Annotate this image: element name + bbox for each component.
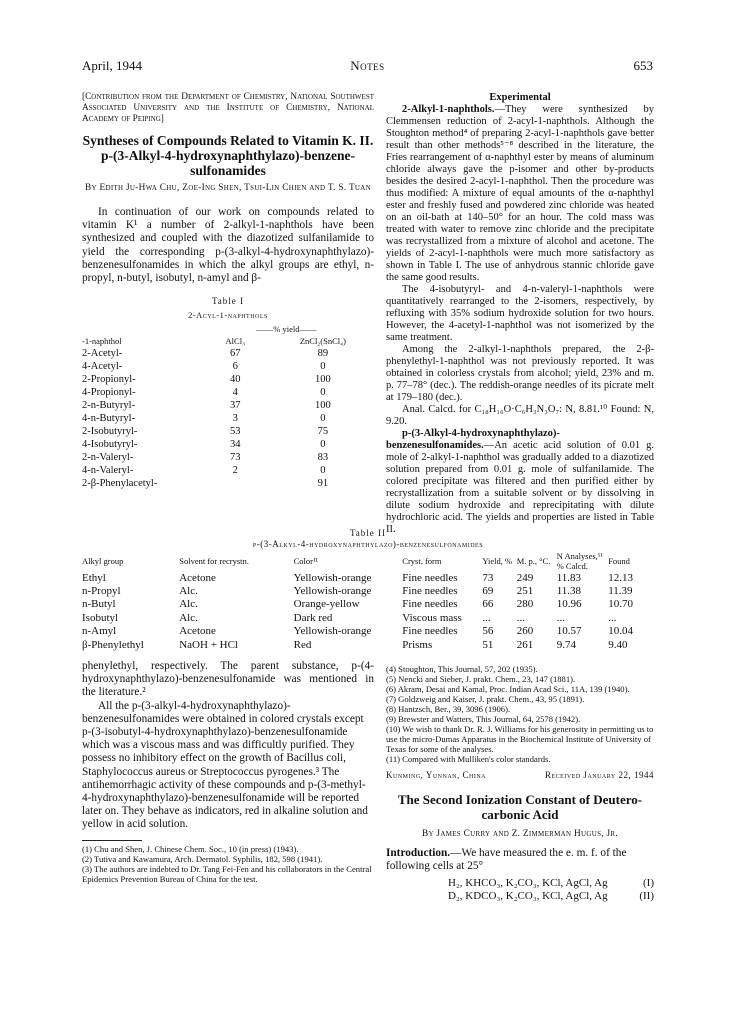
cell-row bbox=[386, 877, 654, 890]
table2-header-cell: M. p., °C. bbox=[516, 556, 551, 566]
running-header bbox=[82, 58, 653, 76]
table2-cell: Yellowish-orange bbox=[293, 625, 372, 638]
bottom-right-column bbox=[386, 664, 654, 902]
footnote: (6) Akram, Desai and Kamal, Proc. Indian Acad Sci., 11A, 139 (1940). bbox=[386, 684, 630, 694]
table2-cell: n-Amyl bbox=[82, 625, 117, 638]
table2-cell: 261 bbox=[516, 638, 534, 651]
table2-cell: Alc. bbox=[179, 611, 198, 624]
bottom-left-column bbox=[82, 660, 374, 884]
footnote: (7) Goldzweig and Kaiser, J. prakt. Chem., 43, 95 (1891). bbox=[386, 694, 585, 704]
table2-cell: 249 bbox=[516, 571, 534, 584]
table2-cell: 51 bbox=[482, 638, 494, 651]
footnote: (9) Brewster and Watters, This Journal, 64, 2578 (1942). bbox=[386, 714, 581, 724]
table1-header-cell: -1-naphthol bbox=[82, 336, 122, 347]
cell-list bbox=[386, 877, 654, 902]
table2-row bbox=[82, 571, 654, 584]
cell-number: (II) bbox=[639, 889, 654, 902]
paragraph-run-in-heading: p-(3-Alkyl-4-hydroxynaphthylazo)-benzenesulfonamides. bbox=[386, 428, 560, 451]
table2-cell: Fine needles bbox=[402, 625, 458, 638]
properties-paragraph: All the p-(3-alkyl-4-hydroxynaphthylazo)-benzenesulfonamides were obtained in colored crystals except p-(3-isobutyl-4-hydroxynaphthylazo)-benzenesulfonamide which was a viscous mass and was difficultly purified. They possess no inhibitory effect on the growth of Bacillus coli, Staphylococcus aureus or Streptococcus pyrogenes.³ The antihemorrhagic activity of these compounds and p-(3-methyl-4-hydroxynaphthylazo)-benzenesulfonamide will be reported later on. They behave as indicators, red in alkaline solution and yellow in acid solution. bbox=[82, 699, 368, 831]
table2-cell: Ethyl bbox=[82, 571, 106, 584]
table1-cell: 0 bbox=[320, 438, 326, 450]
cell-number: (I) bbox=[643, 877, 654, 890]
table2-cell: 12.13 bbox=[608, 571, 633, 584]
table1-row bbox=[82, 464, 374, 477]
contribution-note: [Contribution from the Department of Chemistry, National Southwest Associated University and the Institute of Chemistry, National Academy of Peiping] bbox=[82, 92, 374, 124]
table1-cell: 40 bbox=[230, 373, 241, 385]
table1-cell: 4-Propionyl- bbox=[82, 386, 136, 398]
place: Kunming, Yunnan, China bbox=[386, 770, 486, 780]
table2-cell: 10.96 bbox=[556, 598, 582, 611]
header-section: Notes bbox=[350, 58, 385, 73]
table1-cell: 4-n-Butyryl- bbox=[82, 412, 136, 424]
experimental-paragraph bbox=[386, 104, 654, 284]
table1-cell: 100 bbox=[315, 399, 331, 411]
table1-cell: 0 bbox=[320, 386, 326, 398]
table1-cell: 100 bbox=[315, 373, 331, 385]
table1-cell: 6 bbox=[232, 360, 238, 372]
table1-cell: 3 bbox=[232, 412, 238, 424]
table2-cell: 56 bbox=[482, 625, 494, 638]
table2-header-row bbox=[82, 551, 654, 571]
paragraph-text: —An acetic acid solution of 0.01 g. mole of 2-alkyl-1-naphthol was gradually added to a diazotized solution prepared from 0.01 g. mole of sulfanilamide. The colored precipitate was filtered and then purified either by recrystallization from a suitable solvent or by dissolving in dilute sodium hydroxide and reprecipitating with dilute hydrochloric acid. The yields and properties are listed in Table II. bbox=[386, 440, 654, 535]
table2-cell: Yellowish-orange bbox=[293, 585, 372, 598]
table2-cell: Acetone bbox=[179, 625, 216, 638]
second-article-title: The Second Ionization Constant of Deutero-carbonic Acid bbox=[397, 792, 643, 822]
experimental-heading: Experimental bbox=[489, 92, 551, 103]
table2-cell: Orange-yellow bbox=[293, 598, 360, 611]
table1-caption: Table I bbox=[211, 296, 245, 307]
paragraph-run-in-heading: 2-Alkyl-1-naphthols. bbox=[402, 104, 495, 115]
left-column bbox=[82, 92, 374, 490]
table2-cell: Dark red bbox=[293, 611, 333, 624]
isomer-paragraph: The 4-isobutyryl- and 4-n-valeryl-1-naphthols were quantitatively rearranged to the 2-isomers, respectively, by refluxing with 35% sodium hydroxide solution for two hours. However, the 4-acetyl-1-naphthol was not isomerized by the same treatment. bbox=[386, 284, 654, 343]
table1-cell: 4-n-Valeryl- bbox=[82, 464, 134, 476]
cell-formula: H₂, KHCO₃, K₂CO₃, KCl, AgCl, Ag bbox=[448, 877, 608, 890]
table1-row bbox=[82, 412, 374, 425]
table2-cell: Red bbox=[293, 638, 312, 651]
left-footnotes bbox=[82, 844, 374, 884]
table2-cell: NaOH + HCl bbox=[179, 638, 238, 651]
table2-cell: 11.39 bbox=[608, 585, 633, 598]
table1-cell: 0 bbox=[320, 360, 326, 372]
table2-cell: 10.04 bbox=[608, 625, 633, 638]
footnote-rule bbox=[82, 840, 142, 841]
table2 bbox=[82, 551, 654, 651]
table1-header-row bbox=[82, 335, 374, 347]
dateline bbox=[386, 770, 654, 782]
table2-cell: n-Propyl bbox=[82, 585, 121, 598]
table1-header-cell: ZnCl₂(SnCl₄) bbox=[299, 336, 346, 347]
table1-cell: 73 bbox=[230, 451, 241, 463]
cell-row bbox=[386, 890, 654, 903]
table2-row bbox=[82, 611, 654, 624]
table2-cell: Viscous mass bbox=[402, 611, 462, 624]
intro-paragraph: In continuation of our work on compounds related to vitamin K¹ a number of 2-alkyl-1-naphthols have been synthesized and coupled with the diazotized sulfanilamide to yield the corresponding p-(3-alkyl-4-hydroxynaphthylazo)-benzenesulfonamides in which the alkyl groups are ethyl, n-propyl, n-butyl, isobutyl, n-amyl and β- bbox=[82, 206, 374, 285]
table2-cell: 66 bbox=[482, 598, 494, 611]
table2-header-cell: Color¹¹ bbox=[293, 556, 319, 566]
table1-cell: 37 bbox=[230, 399, 241, 411]
table2-header-cell: N Analyses,¹¹ % Calcd. bbox=[556, 551, 603, 571]
table1-cell: 0 bbox=[320, 412, 326, 424]
table1-cell: 34 bbox=[230, 438, 241, 450]
intro-heading: Introduction. bbox=[386, 847, 451, 859]
table2-header-cell: Solvent for recrystn. bbox=[179, 556, 249, 566]
footnote: (5) Nencki and Sieber, J. prakt. Chem., 23, 147 (1881). bbox=[386, 674, 576, 684]
table2-caption: Table II bbox=[349, 528, 387, 538]
table1-cell: 0 bbox=[320, 464, 326, 476]
footnote: (3) The authors are indebted to Dr. Tang Fei-Fen and his collaborators in the Central Epidemics Prevention Bureau of China for the test. bbox=[82, 863, 372, 884]
table1-cell: 2-n-Valeryl- bbox=[82, 451, 134, 463]
table1-cell: 2-Isobutyryl- bbox=[82, 425, 138, 437]
table2-cell: Fine needles bbox=[402, 585, 458, 598]
analysis-paragraph: Anal. Calcd. for C₁₈H₁₆O·C₆H₃N₃O₇: N, 8.81.¹⁰ Found: N, 9.20. bbox=[386, 404, 654, 427]
table1-row bbox=[82, 373, 374, 386]
table1-row bbox=[82, 477, 374, 490]
right-column bbox=[386, 92, 654, 536]
paragraph-text: —They were synthesized by Clemmensen reduction of 2-acyl-1-naphthols. Although the Stoughton method⁴ of preparing 2-acyl-1-naphthols gave better result than other methods⁵⁻⁸ described in the literature, the Fries rearrangement of α-naphthyl ester by means of aluminum chloride always gave the p-isomer and other by-products besides the desired 2-acyl-1-naphthol. Then the procedure was thus modified: A mixture of equal amounts of the α-naphthyl ester and freshly fused and powdered zinc chloride was heated on an oil-bath at 140–50° for an hour. The cold mass was treated with water to remove zinc chloride and the precipitate was recrystallized from a mixture of alcohol and acetone. The yields of 2-acyl-1-naphthols were much more satisfactory as shown in Table I. The use of anhydrous stannic chloride gave the same good results. bbox=[386, 104, 654, 283]
second-article-intro bbox=[386, 847, 654, 873]
table1-cell: 75 bbox=[317, 425, 329, 437]
sulfonamide-paragraph bbox=[386, 428, 654, 536]
article-title: Syntheses of Compounds Related to Vitamin K. II. p-(3-Alkyl-4-hydroxynaphthylazo)-benzene-sulfonamides bbox=[82, 133, 374, 178]
table1-row bbox=[82, 399, 374, 412]
footnote: (4) Stoughton, This Journal, 57, 202 (1935). bbox=[386, 664, 538, 674]
table2-cell: 9.40 bbox=[608, 638, 628, 651]
table2-cell: Isobutyl bbox=[82, 611, 119, 624]
table1-cell bbox=[199, 477, 272, 490]
table2-cell: n-Butyl bbox=[82, 598, 116, 611]
table2-row bbox=[82, 638, 654, 651]
table1-header-cell: AlCl₃ bbox=[225, 336, 246, 347]
table2-cell: 251 bbox=[516, 585, 534, 598]
intro-text: —We have measured the e. m. f. of the following cells at 25° bbox=[386, 847, 627, 873]
table2-row bbox=[82, 625, 654, 638]
table2-block bbox=[82, 528, 654, 651]
header-page-number: 653 bbox=[633, 58, 653, 73]
table1-subtitle: 2-Acyl-1-naphthols bbox=[188, 310, 268, 321]
table2-cell: Fine needles bbox=[402, 571, 458, 584]
footnote: (8) Hantzsch, Ber., 39, 3096 (1906). bbox=[386, 704, 511, 714]
table2-cell: 73 bbox=[482, 571, 494, 584]
table1-row bbox=[82, 451, 374, 464]
footnote: (1) Chu and Shen, J. Chinese Chem. Soc., 10 (in press) (1943). bbox=[82, 843, 299, 854]
table1-cell: 2-Acetyl- bbox=[82, 347, 123, 359]
table1-cell: 91 bbox=[317, 477, 329, 489]
received-date: Received January 22, 1944 bbox=[544, 770, 654, 780]
table1-row bbox=[82, 360, 374, 373]
table2-cell: 9.74 bbox=[556, 638, 576, 651]
table2-cell: Alc. bbox=[179, 598, 198, 611]
cell-formula: D₂, KDCO₃, K₂CO₃, KCl, AgCl, Ag bbox=[448, 889, 608, 902]
table1-cell: 4-Acetyl- bbox=[82, 360, 123, 372]
table1-cell: 4 bbox=[232, 386, 238, 398]
table2-cell: Prisms bbox=[402, 638, 433, 651]
table2-cell: Acetone bbox=[179, 571, 216, 584]
table1-cell: 2-β-Phenylacetyl- bbox=[82, 477, 158, 489]
table1-cell: 2 bbox=[232, 464, 238, 476]
continuation-paragraph: phenylethyl, respectively. The parent substance, p-(4-hydroxynaphthylazo)-benzenesulfonamide was mentioned in the literature.² bbox=[82, 660, 374, 699]
table2-cell: Alc. bbox=[179, 585, 198, 598]
table2-cell: ... bbox=[516, 611, 525, 624]
table2-cell: 69 bbox=[482, 585, 494, 598]
table2-cell: 280 bbox=[516, 598, 534, 611]
table2-cell: Fine needles bbox=[402, 598, 458, 611]
table2-header-cell: Yield, % bbox=[482, 556, 513, 566]
second-article-byline: By James Curry and Z. Zimmerman Hugus, Jr. bbox=[421, 829, 619, 839]
table1-cell: 89 bbox=[317, 347, 329, 359]
footnote: (10) We wish to thank Dr. R. J. Williams for his generosity in permitting us to use the micro-Dumas Apparatus in the Biochemical Institute of University of Texas for some of the analyses. bbox=[386, 724, 654, 754]
phenylethyl-paragraph: Among the 2-alkyl-1-naphthols prepared, the 2-β-phenylethyl-1-naphthol was not previously reported. It was obtained in colorless crystals from alcohol; yield, 23% and m. p. 77–78° (dec.). The reddish-orange needles of its picrate melt at 179–180 (dec.). bbox=[386, 344, 654, 403]
table2-header-cell: Found bbox=[608, 556, 630, 566]
table2-cell: 260 bbox=[516, 625, 534, 638]
table1-cell: 2-n-Butyryl- bbox=[82, 399, 136, 411]
article-byline: By Edith Ju-Hwa Chu, Zoe-Ing Shen, Tsui-Lin Chien and T. S. Tuan bbox=[85, 183, 371, 193]
table2-row bbox=[82, 598, 654, 611]
table1-cell: 4-Isobutyryl- bbox=[82, 438, 138, 450]
table1-cell: 83 bbox=[317, 451, 329, 463]
table1-row bbox=[82, 425, 374, 438]
table2-header-cell: Cryst. form bbox=[402, 556, 442, 566]
table1-cell: 67 bbox=[230, 347, 241, 359]
table2-cell: 11.83 bbox=[556, 571, 582, 584]
table2-cell: ... bbox=[608, 611, 617, 624]
table2-row bbox=[82, 584, 654, 597]
table1-cell: 2-Propionyl- bbox=[82, 373, 136, 385]
table1-row bbox=[82, 386, 374, 399]
table2-cell: ... bbox=[556, 611, 565, 624]
table2-cell: ... bbox=[482, 611, 491, 624]
table1 bbox=[82, 323, 374, 490]
table2-cell: 10.70 bbox=[608, 598, 633, 611]
table1-cell: 53 bbox=[230, 425, 241, 437]
footnote: (2) Tutiva and Kawamura, Arch. Dermatol. Syphilis, 182, 598 (1941). bbox=[82, 853, 323, 864]
table1-yield-header: ——% yield—— bbox=[256, 324, 317, 335]
table2-subtitle: p-(3-Alkyl-4-hydroxynaphthylazo)-benzenesulfonamides bbox=[252, 539, 484, 549]
table2-cell: Yellowish-orange bbox=[293, 571, 372, 584]
table1-row bbox=[82, 347, 374, 360]
table2-cell: 11.38 bbox=[556, 585, 582, 598]
table2-header-cell: Alkyl group bbox=[82, 556, 124, 566]
right-footnotes bbox=[386, 664, 654, 764]
table2-cell: 10.57 bbox=[556, 625, 582, 638]
header-date: April, 1944 bbox=[82, 58, 142, 73]
table1-row bbox=[82, 438, 374, 451]
table2-cell: β-Phenylethyl bbox=[82, 638, 144, 651]
footnote: (11) Compared with Mulliken's color standards. bbox=[386, 754, 551, 764]
